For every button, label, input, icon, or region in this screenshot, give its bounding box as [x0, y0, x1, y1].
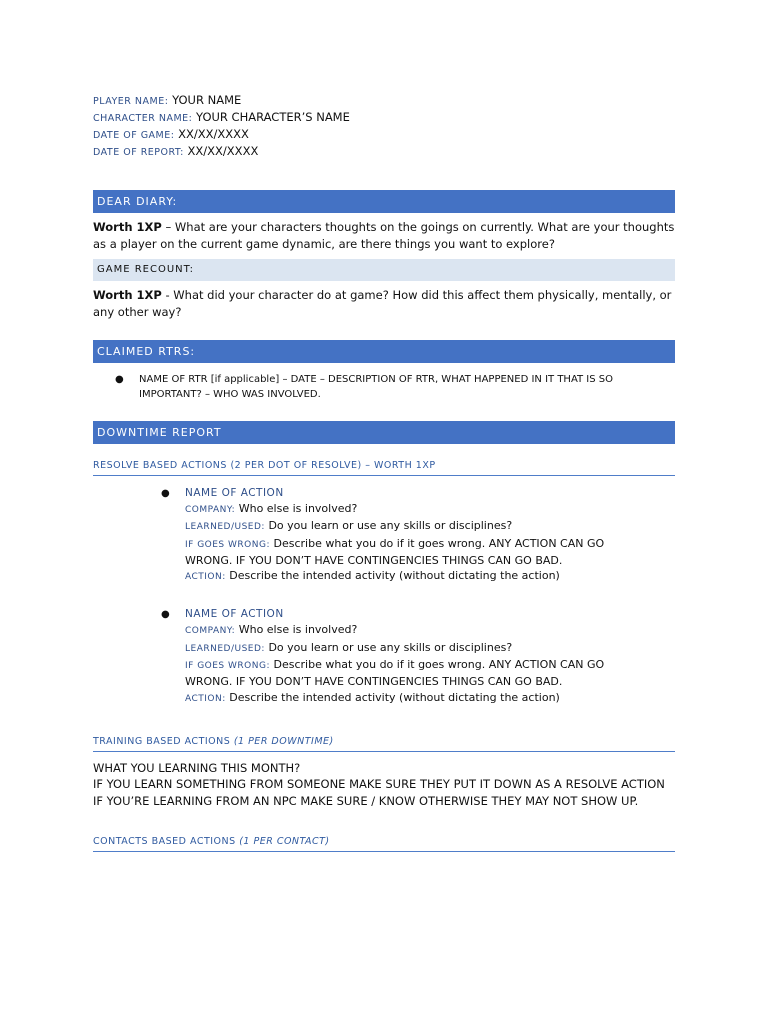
company-row [185, 501, 675, 518]
character-name-line [93, 109, 675, 126]
character-name-value: YOUR CHARACTER’S NAME [196, 110, 350, 124]
bullet-icon: ● [161, 488, 170, 499]
learned-value: Do you learn or use any skills or disciplines? [264, 640, 513, 654]
bullet-icon: ● [115, 374, 124, 385]
game-date-value: XX/XX/XXXX [178, 127, 249, 141]
game-date-label: DATE OF GAME: [93, 130, 175, 141]
character-name-label: CHARACTER NAME: [93, 113, 193, 124]
contacts-heading-text: CONTACTS BASED ACTIONS [93, 835, 240, 847]
game-recount-text [93, 287, 675, 320]
dear-diary-worth: Worth 1XP [93, 220, 162, 234]
game-recount-description: - What did your character do at game? How did this affect them physically, mentally, or any other way? [93, 288, 672, 319]
rtr-list-item [93, 372, 675, 402]
training-line-2: IF YOU LEARN SOMETHING FROM SOMEONE MAKE SURE THEY PUT IT DOWN AS A RESOLVE ACTION [93, 777, 665, 792]
goes-wrong-label: IF GOES WRONG: [185, 539, 270, 550]
rtr-item-text: NAME OF RTR [if applicable] – DATE – DESCRIPTION OF RTR, WHAT HAPPENED IN IT THAT IS SO IMPORTANT? – WHO WAS INVOLVED. [139, 374, 613, 400]
resolve-action-1 [93, 486, 675, 585]
game-date-line [93, 126, 675, 143]
goes-wrong-value: Describe what you do if it goes wrong. ANY ACTION CAN GO [270, 536, 605, 550]
action-name: NAME OF ACTION [185, 487, 284, 499]
company-label: COMPANY: [185, 505, 236, 515]
company-value: Who else is involved? [235, 623, 358, 637]
document-page [93, 92, 675, 852]
action-label: ACTION: [185, 572, 226, 583]
dear-diary-text [93, 219, 675, 252]
resolve-action-2 [93, 607, 675, 706]
action-row [185, 690, 675, 707]
company-value: Who else is involved? [235, 502, 358, 515]
goes-wrong-row-continued: WRONG. IF YOU DON’T HAVE CONTINGENCIES THINGS CAN GO BAD. [185, 675, 563, 689]
player-name-line [93, 92, 675, 109]
company-row [185, 622, 675, 639]
dear-diary-description: – What are your characters thoughts on the goings on currently. What are your thoughts as a player on the current game dynamic, are there things you want to explore? [93, 220, 675, 251]
goes-wrong-row [185, 536, 675, 553]
player-name-value: YOUR NAME [172, 93, 242, 107]
game-recount-worth: Worth 1XP [93, 288, 162, 302]
learned-row [185, 518, 675, 535]
action-value: Describe the intended activity (without dictating the action) [225, 690, 560, 704]
bullet-icon: ● [161, 609, 170, 621]
report-date-line [93, 143, 675, 160]
dear-diary-heading: DEAR DIARY: [93, 190, 675, 213]
goes-wrong-label: IF GOES WRONG: [185, 661, 270, 672]
learned-label: LEARNED/USED: [185, 643, 265, 654]
report-date-label: DATE OF REPORT: [93, 147, 184, 158]
training-heading-text: TRAINING BASED ACTIONS [93, 735, 234, 747]
resolve-actions-heading: RESOLVE BASED ACTIONS (2 PER DOT OF RESOLVE) – WORTH 1XP [93, 459, 675, 476]
training-text [93, 760, 675, 809]
training-line-3: IF YOU’RE LEARNING FROM AN NPC MAKE SURE / KNOW OTHERWISE THEY MAY NOT SHOW UP. [93, 793, 639, 808]
report-date-value: XX/XX/XXXX [187, 144, 259, 158]
action-value: Describe the intended activity (without dictating the action) [225, 569, 560, 583]
game-recount-heading: GAME RECOUNT: [93, 259, 675, 281]
training-heading-note: (1 PER DOWNTIME) [233, 735, 334, 747]
action-name: NAME OF ACTION [185, 608, 284, 621]
action-row [185, 568, 675, 585]
goes-wrong-row [185, 657, 675, 674]
training-actions-heading [93, 735, 675, 752]
learned-label: LEARNED/USED: [185, 522, 265, 533]
learned-row [185, 640, 675, 657]
claimed-rtrs-heading: CLAIMED RTRS: [93, 340, 675, 363]
player-name-label: PLAYER NAME: [93, 96, 169, 107]
action-label: ACTION: [185, 693, 226, 704]
goes-wrong-value: Describe what you do if it goes wrong. ANY ACTION CAN GO [270, 658, 605, 672]
contacts-heading-note: (1 PER CONTACT) [239, 835, 330, 847]
learned-value: Do you learn or use any skills or disciplines? [264, 519, 513, 533]
downtime-report-heading: DOWNTIME REPORT [93, 421, 675, 444]
company-label: COMPANY: [185, 626, 236, 637]
contacts-actions-heading [93, 835, 675, 852]
training-line-1: WHAT YOU LEARNING THIS MONTH? [93, 760, 301, 775]
goes-wrong-row-continued: WRONG. IF YOU DON’T HAVE CONTINGENCIES THINGS CAN GO BAD. [185, 553, 563, 567]
